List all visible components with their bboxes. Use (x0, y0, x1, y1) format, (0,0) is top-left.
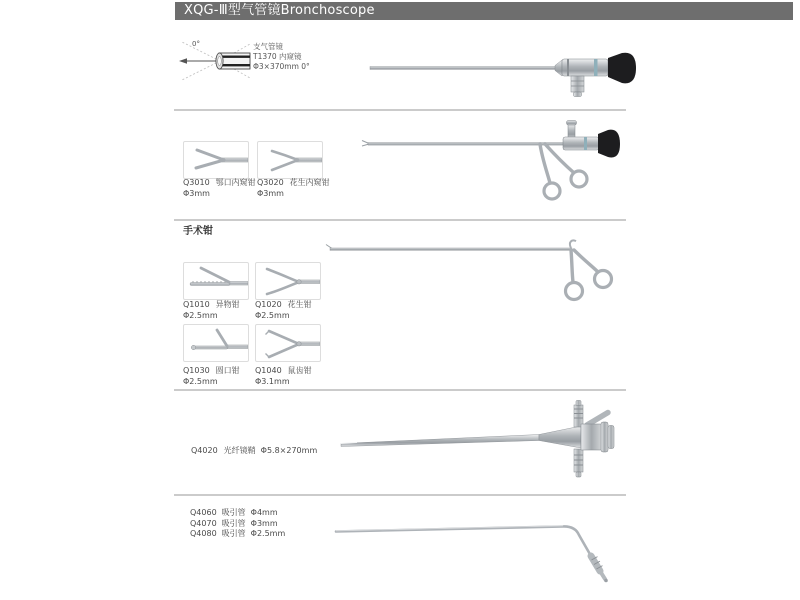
alligator-jaw-drawing (184, 142, 248, 178)
item-name: 圆口钳 (215, 366, 240, 375)
label-q4080 (190, 529, 290, 540)
item-spec: Φ3mm (183, 188, 210, 198)
peanut-jaw-drawing (258, 142, 322, 178)
item-name: 吸引管 (221, 508, 246, 517)
section-divider (174, 389, 626, 391)
item-spec: Φ5.8×270mm (260, 446, 318, 455)
view-angle-diagram (176, 38, 252, 84)
thumb-q3020 (257, 141, 323, 179)
item-code: Q3020 (257, 178, 284, 187)
thumb-q1020 (255, 262, 321, 300)
label-q1010 (183, 300, 245, 321)
item-code: Q4070 (190, 518, 217, 528)
grasping-forceps-illustration (322, 238, 657, 323)
thumb-q1030 (183, 324, 249, 362)
item-spec: Φ4mm (250, 508, 278, 517)
item-code: Q4080 (190, 529, 217, 538)
section-divider (174, 219, 626, 221)
item-name: 鼠齿钳 (287, 366, 312, 375)
suction-tube-labels (190, 508, 290, 540)
peanut-forceps-jaw-drawing (256, 263, 320, 299)
fiber-sheath-illustration (335, 395, 635, 483)
optical-forceps-illustration (358, 112, 658, 207)
item-spec: Φ3mm (250, 518, 278, 528)
item-code: Q1010 (183, 300, 210, 309)
scope-name: 支气管镜 (253, 42, 283, 51)
item-name: 吸引管 (221, 518, 246, 528)
item-spec: Φ3mm (257, 188, 284, 198)
scope-model: T1370 内窥镜 (253, 52, 302, 61)
item-code: Q1040 (255, 366, 282, 375)
label-q1030 (183, 366, 245, 387)
item-code: Q4060 (190, 508, 217, 517)
label-q4060 (190, 508, 290, 519)
item-name: 花生钳 (287, 300, 312, 309)
rat-tooth-jaw-drawing (256, 325, 320, 361)
label-q4070 (190, 519, 290, 530)
label-q3010 (183, 178, 261, 199)
round-mouth-jaw-drawing (184, 325, 248, 361)
page-title-bar (175, 2, 793, 20)
item-spec: Φ2.5mm (183, 310, 218, 320)
suction-tube-illustration (328, 518, 620, 586)
label-q4020 (191, 446, 317, 457)
item-spec: Φ2.5mm (255, 310, 290, 320)
thumb-q3010 (183, 141, 249, 179)
item-name: 光纤镜鞘 (223, 446, 256, 455)
angle-value-label: 0° (192, 40, 200, 48)
thumb-q1010 (183, 262, 249, 300)
item-name: 鄂口内窥钳 (215, 178, 256, 187)
arrow-left-icon (179, 58, 187, 64)
item-code: Q1030 (183, 366, 210, 375)
item-code: Q3010 (183, 178, 210, 187)
item-spec: Φ2.5mm (183, 376, 218, 386)
endoscope-illustration (365, 45, 655, 100)
label-q1020 (255, 300, 317, 321)
item-name: 花生内窥钳 (289, 178, 330, 187)
item-code: Q4020 (191, 446, 218, 455)
item-name: 异物钳 (215, 300, 240, 309)
section-divider (174, 494, 626, 496)
thumb-q1040 (255, 324, 321, 362)
scope-description (253, 42, 310, 72)
scope-spec: Φ3×370mm 0° (253, 62, 310, 71)
section-divider (174, 109, 626, 111)
page-title: XQG-Ⅲ型气管镜Bronchoscope (184, 3, 375, 18)
label-q3020 (257, 178, 335, 199)
surgical-forceps-heading: 手术钳 (183, 226, 213, 237)
item-spec: Φ3.1mm (255, 376, 290, 386)
label-q1040 (255, 366, 317, 387)
foreign-body-jaw-drawing (184, 263, 248, 299)
item-code: Q1020 (255, 300, 282, 309)
item-spec: Φ2.5mm (250, 529, 286, 538)
item-name: 吸引管 (221, 529, 246, 538)
